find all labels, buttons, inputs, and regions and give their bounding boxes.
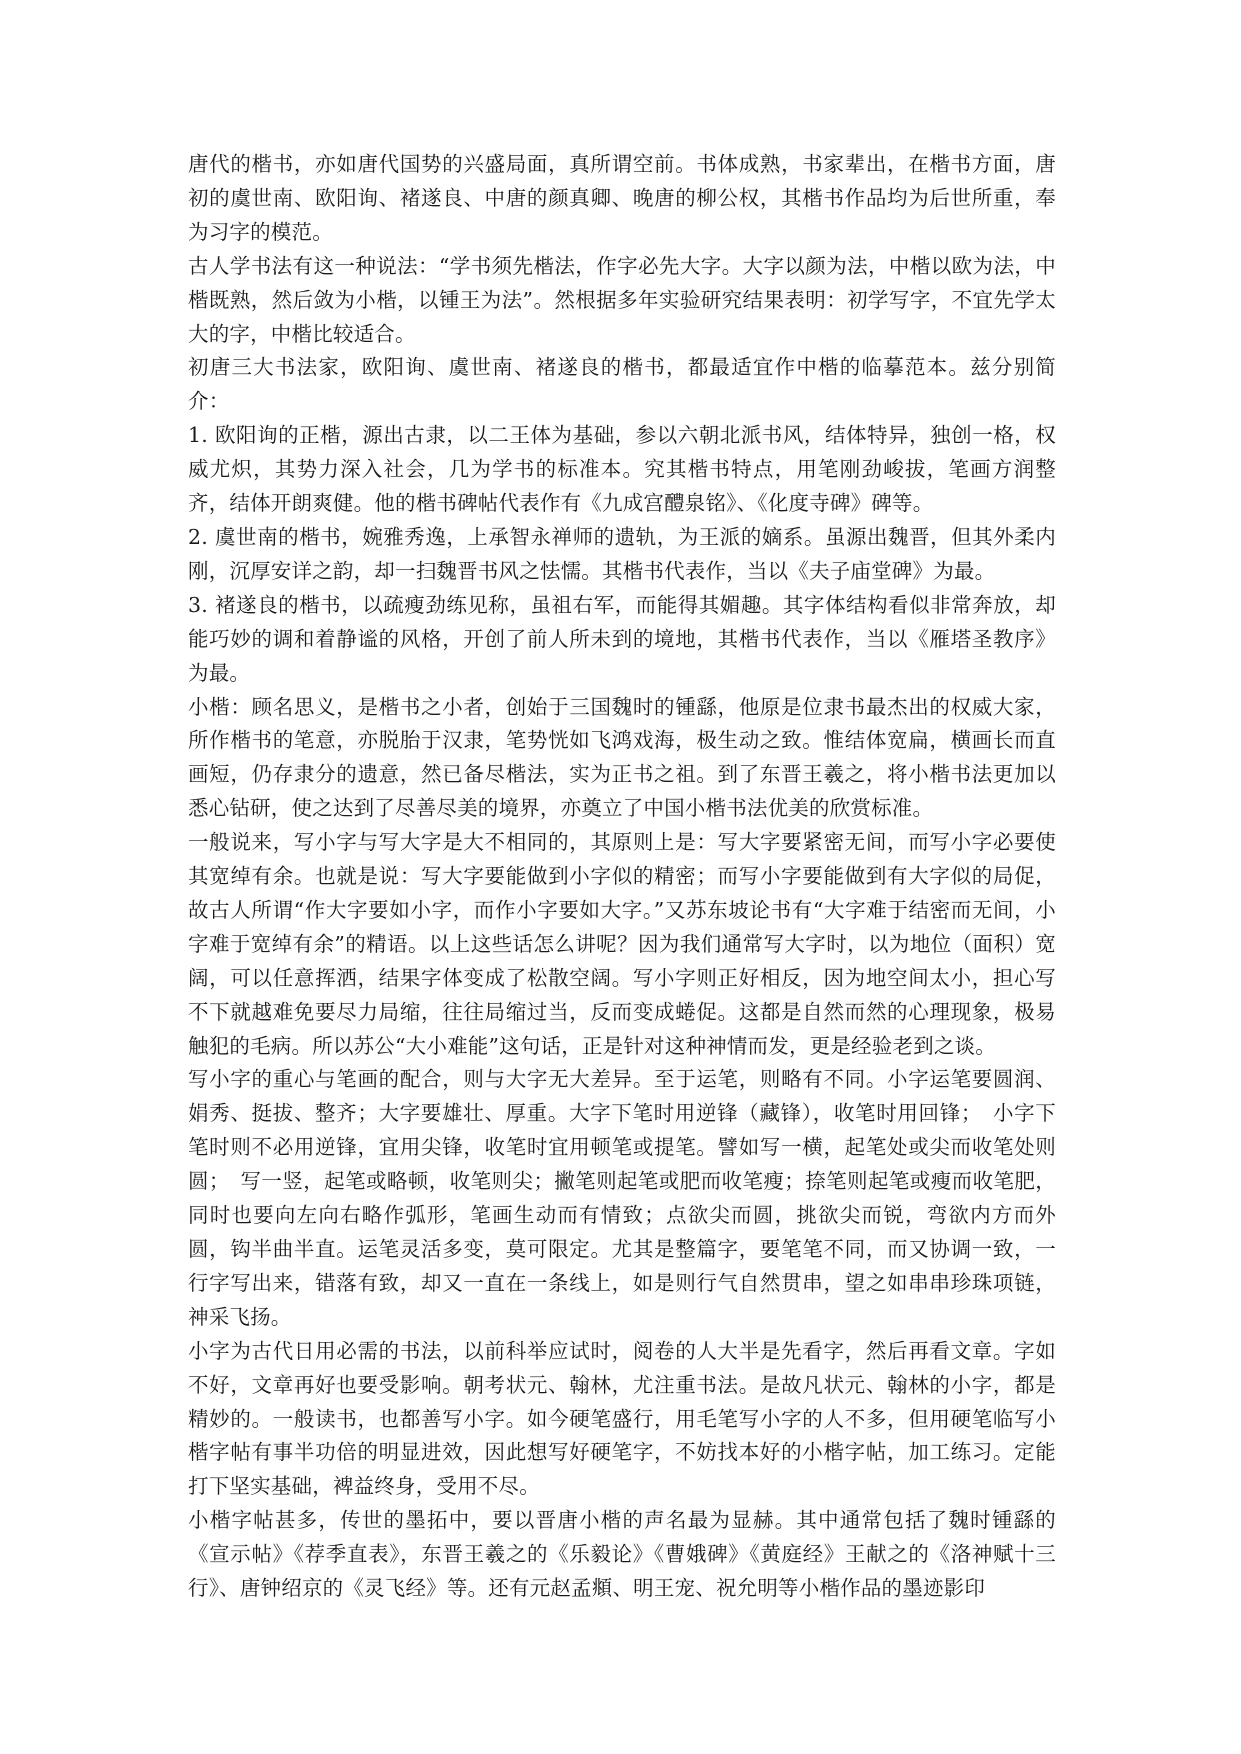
paragraph-copybooks: 小楷字帖甚多，传世的墨拓中，要以晋唐小楷的声名最为显赫。其中通常包括了魏时锺繇的《宣示帖》《荐季直表》，东晋王羲之的《乐毅论》《曹娥碑》《黄庭经》王献之的《洛神赋十三行》、唐钟绍京的《灵飞经》等。还有元赵孟頫、明王宠、祝允明等小楷作品的墨迹影印 [188, 1508, 1056, 1601]
paragraph-exam-usage: 小字为古代日用必需的书法，以前科举应试时，阅卷的人大半是先看字，然后再看文章。字如不好，文章再好也要受影响。朝考状元、翰林，尤注重书法。是故凡状元、翰林的小字，都是精妙的。一般读书，也都善写小字。如今硬笔盛行，用毛笔写小字的人不多，但用硬笔临写小楷字帖有事半功倍的明显进效，因此想写好硬笔字，不妨找本好的小楷字帖，加工练习。定能打下坚实基础，裨益终身，受用不尽。 [188, 1338, 1056, 1499]
paragraph-chu-suiliang: 3. 褚遂良的楷书，以疏瘦劲练见称，虽祖右军，而能得其媚趣。其字体结构看似非常奔放，却能巧妙的调和着静谧的风格，开创了前人所未到的境地，其楷书代表作，当以《雁塔圣教序》为最。 [188, 592, 1056, 685]
paragraph-ouyang-xun: 1. 欧阳询的正楷，源出古隶，以二王体为基础，参以六朝北派书风，结体特异，独创一格，权威尤炽，其势力深入社会，几为学书的标准本。究其楷书特点，用笔刚劲峻拔，笔画方润整齐，结体开朗爽健。他的楷书碑帖代表作有《九成宫醴泉铭》、《化度寺碑》碑等。 [188, 423, 1056, 516]
paragraph-xiaokai-origin: 小楷：顾名思义，是楷书之小者，创始于三国魏时的锺繇，他原是位隶书最杰出的权威大家，所作楷书的笔意，亦脱胎于汉隶，笔势恍如飞鸿戏海，极生动之致。惟结体宽扁，横画长而直画短，仍存隶分的遗意，然已备尽楷法，实为正书之祖。到了东晋王羲之，将小楷书法更加以悉心钻研，使之达到了尽善尽美的境界，亦奠立了中国小楷书法优美的欣赏标准。 [188, 694, 1056, 821]
paragraph-yu-shinan: 2. 虞世南的楷书，婉雅秀逸，上承智永禅师的遗轨，为王派的嫡系。虽源出魏晋，但其外柔内刚，沉厚安详之韵，却一扫魏晋书风之怯懦。其楷书代表作，当以《夫子庙堂碑》为最。 [188, 524, 1056, 583]
paragraph-three-masters: 初唐三大书法家，欧阳询、虞世南、褚遂良的楷书，都最适宜作中楷的临摹范本。兹分别简介： [188, 355, 1056, 414]
paragraph-tang-kaishu-intro: 唐代的楷书，亦如唐代国势的兴盛局面，真所谓空前。书体成熟，书家辈出，在楷书方面，唐初的虞世南、欧阳询、褚遂良、中唐的颜真卿、晚唐的柳公权，其楷书作品均为后世所重，奉为习字的模范。 [188, 152, 1056, 244]
paragraph-ancient-method: 古人学书法有这一种说法：“学书须先楷法，作字必先大字。大字以颜为法，中楷以欧为法，中楷既熟，然后敛为小楷，以锺王为法”。然根据多年实验研究结果表明：初学写字，不宜先学太大的字，中楷比较适合。 [188, 253, 1056, 346]
paragraph-brush-technique: 写小字的重心与笔画的配合，则与大字无大差异。至于运笔，则略有不同。小字运笔要圆润、娟秀、挺拔、整齐；大字要雄壮、厚重。大字下笔时用逆锋（藏锋），收笔时用回锋； 小字下笔时则不必用逆锋，宜用尖锋，收笔时宜用顿笔或提笔。譬如写一横，起笔处或尖而收笔处则圆； 写一竖，起笔或略顿，收笔则尖；撇笔则起笔或肥而收笔瘦；捺笔则起笔或瘦而收笔肥，同时也要向左向右略作弧形，笔画生动而有情致；点欲尖而圆，挑欲尖而锐，弯欲内方而外圆，钩半曲半直。运笔灵活多变，莫可限定。尤其是整篇字，要笔笔不同，而又协调一致，一行字写出来，错落有致，却又一直在一条线上，如是则行气自然贯串，望之如串串珍珠项链，神采飞扬。 [188, 1067, 1056, 1329]
paragraph-small-vs-large: 一般说来，写小字与写大字是大不相同的，其原则上是：写大字要紧密无间，而写小字必要使其宽绰有余。也就是说：写大字要能做到小字似的精密；而写小字要能做到有大字似的局促，故古人所谓“作大字要如小字，而作小字要如大字。”又苏东坡论书有“大字难于结密而无间，小字难于宽绰有余”的精语。以上这些话怎么讲呢？因为我们通常写大字时，以为地位（面积）宽阔，可以任意挥洒，结果字体变成了松散空阔。写小字则正好相反，因为地空间太小，担心写不下就越难免要尽力局缩，往往局缩过当，反而变成蜷促。这都是自然而然的心理现象，极易触犯的毛病。所以苏公“大小难能”这句话，正是针对这种神情而发，更是经验老到之谈。 [188, 830, 1056, 1058]
document-body [188, 148, 1056, 1606]
